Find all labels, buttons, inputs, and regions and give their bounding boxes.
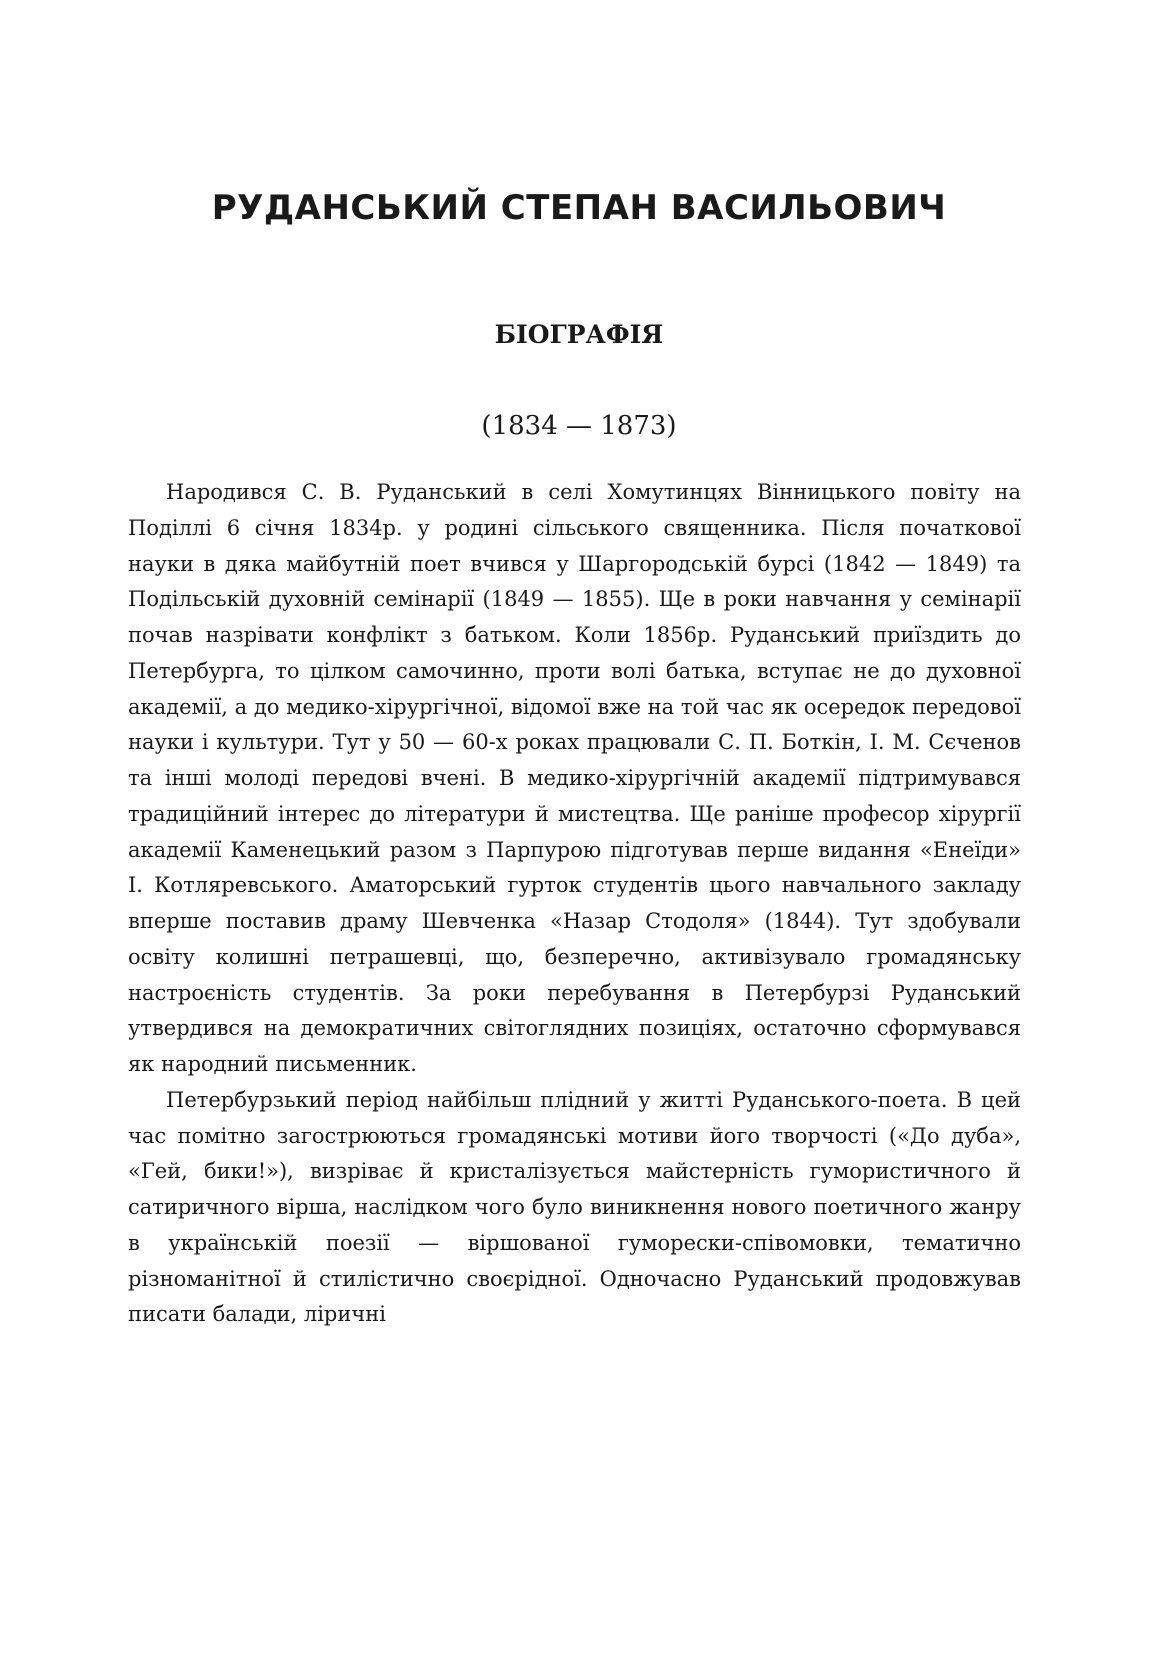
life-years: (1834 — 1873) (481, 411, 677, 441)
paragraph-2: Петербурзький період найбільш плідний у житті Руданського-поета. В цей час помітно загострюються громадянські мотиви його творчості («До дуба», «Гей, бики!»), визріває й кристалізується майстерність гумористичного й сатиричного вірша, наслідком чого було виникнення нового поетичного жанру в українській поезії — віршованої гуморески-співомовки, тематично різноманітної й стилістично своєрідної. Одночасно Руданський продовжував писати балади, ліричні (128, 1087, 1021, 1327)
page-title: РУДАНСЬКИЙ СТЕПАН ВАСИЛЬОВИЧ (211, 188, 947, 228)
paragraph-1: Народився С. В. Руданський в селі Хомутинцях Вінницького повіту на Поділлі 6 січня 1834р. у родині сільського священника. Після початкової науки в дяка майбутній поет вчився у Шаргородській бурсі (1842 — 1849) та Подільській духовній семінарії (1849 — 1855). Ще в роки навчання у семінарії почав назрівати конфлікт з батьком. Коли 1856р. Руданський приїздить до Петербурга, то цілком самочинно, проти волі батька, вступає не до духовної академії, а до медико-хірургічної, відомої вже на той час як осередок передової науки і культури. Тут у 50 — 60-х роках працювали С. П. Боткін, І. М. Сєченов та інші молоді передові вчені. В медико-хірургічній академії підтримувався традиційний інтерес до літератури й мистецтва. Ще раніше професор хірургії академії Каменецький разом з Парпурою підготував перше видання «Енеїди» І. Котляревського. Аматорський гурток студентів цього навчального закладу вперше поставив драму Шевченка «Назар Стодоля» (1844). Тут здобували освіту колишні петрашевці, що, безперечно, активізувало громадянську настроєність студентів. За роки перебування в Петербурзі Руданський утвердився на демократичних світоглядних позиціях, остаточно сформувався як народний письменник. (128, 480, 1021, 1076)
body-text (128, 475, 1021, 1333)
section-heading: БІОГРАФІЯ (494, 320, 664, 349)
